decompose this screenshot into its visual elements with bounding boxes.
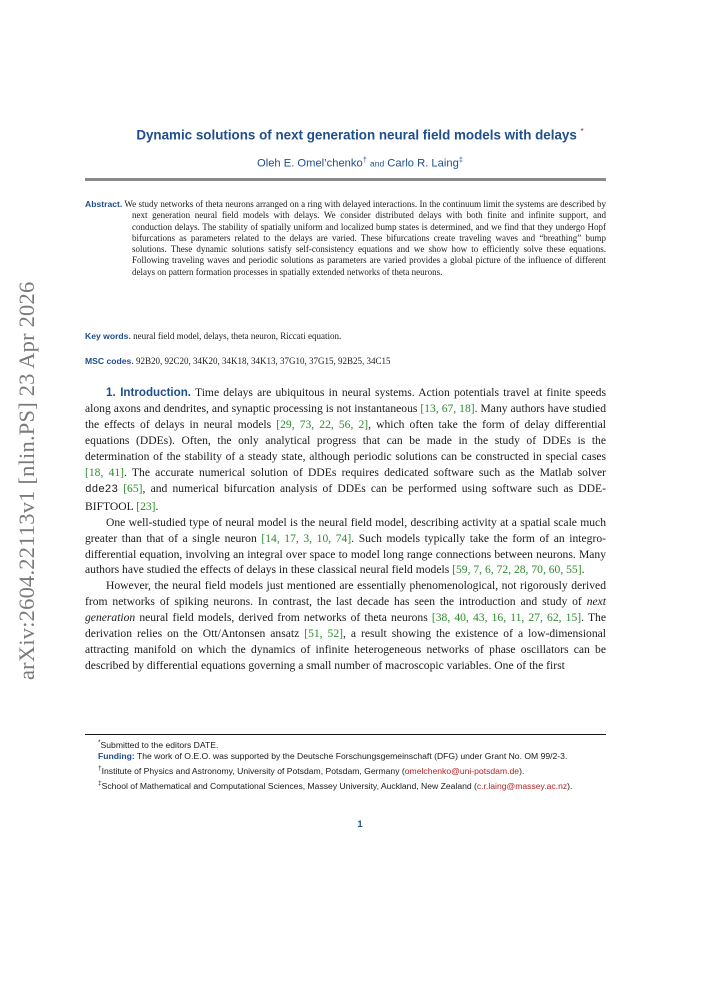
abstract-text: We study networks of theta neurons arranged on a ring with delayed interactions. In the continuum limit the systems are described by next generation neural field models with delays. We consider distributed delays with both finite and infinite support, and conduction delays. The stability of spatially uniform and localized bump states is determined, and we find that they undergo Hopf bifurcations as parameters related to the delays are varied. These bifurcations create traveling waves and “breathing” bump solutions. These dynamic solutions satisfy self-consistency equations and we show how to efficiently solve these equations. Following traveling waves and periodic solutions as parameters are varied provides a global picture of the influence of different delays on pattern formation processes in spatially extended networks of theta neurons.	[124, 199, 606, 277]
footnote-affiliation-2: ‡School of Mathematical and Computational Sciences, Massey University, Auckland, New Zealand (c.r.laing@massey.ac.nz).	[98, 779, 573, 791]
section-heading: 1. Introduction.	[106, 386, 192, 399]
code-dde23: dde23	[85, 483, 119, 496]
title-footnote-mark[interactable]: *	[580, 127, 584, 136]
arxiv-side-stamp: arXiv:2604.22113v1 [nlin.PS] 23 Apr 2026	[14, 281, 39, 680]
msc-text: 92B20, 92C20, 34K20, 34K18, 34K13, 37G10, 37G15, 92B25, 34C15	[135, 356, 391, 366]
citation[interactable]: [59, 7, 6, 72, 28, 70, 60, 55]	[452, 563, 582, 577]
footnote-affiliation-1: †Institute of Physics and Astronomy, University of Potsdam, Potsdam, Germany (omelchenko@uni-potsdam.de).	[98, 765, 525, 776]
email-link[interactable]: c.r.laing@massey.ac.nz	[476, 780, 568, 791]
author-and: and	[370, 158, 385, 169]
citation[interactable]: [29, 73, 22, 56, 2]	[276, 417, 369, 431]
paper-title	[0, 127, 720, 142]
title-rule	[85, 178, 606, 181]
keywords	[85, 331, 606, 341]
body-text	[85, 385, 606, 674]
citation[interactable]: [18, 41]	[85, 465, 125, 479]
footnote-submitted: *Submitted to the editors DATE.	[98, 739, 219, 750]
keywords-label: Key words.	[85, 331, 131, 341]
abstract	[85, 199, 606, 278]
msc-codes	[85, 356, 606, 366]
author-2-mark[interactable]: ‡	[458, 155, 463, 164]
citation[interactable]: [23]	[136, 499, 156, 513]
page-number: 1	[357, 819, 363, 830]
citation[interactable]: [14, 17, 3, 10, 74]	[261, 531, 352, 545]
emphasis-next-generation: next generation	[85, 595, 606, 625]
author-line	[0, 155, 720, 170]
footnote-rule	[85, 734, 606, 735]
abstract-label: Abstract.	[85, 199, 123, 209]
email-link[interactable]: omelchenko@uni-potsdam.de	[404, 765, 520, 776]
citation[interactable]: [51, 52]	[304, 627, 344, 641]
author-1: Oleh E. Omel’chenko	[257, 157, 363, 170]
title-text: Dynamic solutions of next generation neural field models with delays	[136, 127, 577, 143]
citation[interactable]: [13, 67, 18]	[420, 401, 475, 415]
footnotes	[85, 737, 606, 792]
intro-paragraph-1: 1. Introduction. Time delays are ubiquitous in neural systems. Action potentials travel at finite speeds along axons and dendrites, and synaptic processing is not instantaneous [13, 67, 18]. Many authors have studied the effects of delays in neural models [29, 73, 22, 56, 2], which often take the form of delay differential equations (DDEs). Often, the only analytical progress that can be made in the study of DDEs is the determination of the stability of a steady state, although periodic solutions can be constructed in special cases [18, 41]. The accurate numerical solution of DDEs requires dedicated software such as the Matlab solver dde23 [65], and numerical bifurcation analysis of DDEs can be performed using software such as DDE-BIFTOOL [23].	[85, 386, 607, 513]
intro-paragraph-2: One well-studied type of neural model is the neural field model, describing activity at a spatial scale much greater than that of a single neuron [14, 17, 3, 10, 74]. Such models typically take the form of an integro-differential equation, involving an integral over space to model long range connections between neurons. Many authors have studied the effects of delays in these classical neural field models [59, 7, 6, 72, 28, 70, 60, 55].	[85, 515, 606, 577]
intro-paragraph-3: However, the neural field models just mentioned are essentially phenomenological, not rigorously derived from networks of spiking neurons. In contrast, the last decade has seen the introduction and study of next generation neural field models, derived from networks of theta neurons [38, 40, 43, 16, 11, 27, 62, 15]. The derivation relies on the Ott/Antonsen ansatz [51, 52], a result showing the existence of a low-dimensional attracting manifold on which the dynamics of infinite heterogeneous networks of phase oscillators can be described by differential equations governing a small number of macroscopic variables. One of the first	[85, 579, 606, 673]
author-1-mark[interactable]: †	[362, 155, 367, 164]
citation[interactable]: [65]	[123, 481, 143, 495]
msc-label: MSC codes.	[85, 356, 134, 366]
funding-label: Funding:	[98, 751, 135, 762]
author-2: Carlo R. Laing	[387, 157, 459, 170]
keywords-text: neural field model, delays, theta neuron, Riccati equation.	[133, 331, 342, 341]
citation[interactable]: [38, 40, 43, 16, 11, 27, 62, 15]	[431, 611, 582, 625]
footnote-funding: Funding: The work of O.E.O. was supported by the Deutsche Forschungsgemeinschaft (DFG) under Grant No. OM 99/2-3.	[98, 751, 568, 762]
